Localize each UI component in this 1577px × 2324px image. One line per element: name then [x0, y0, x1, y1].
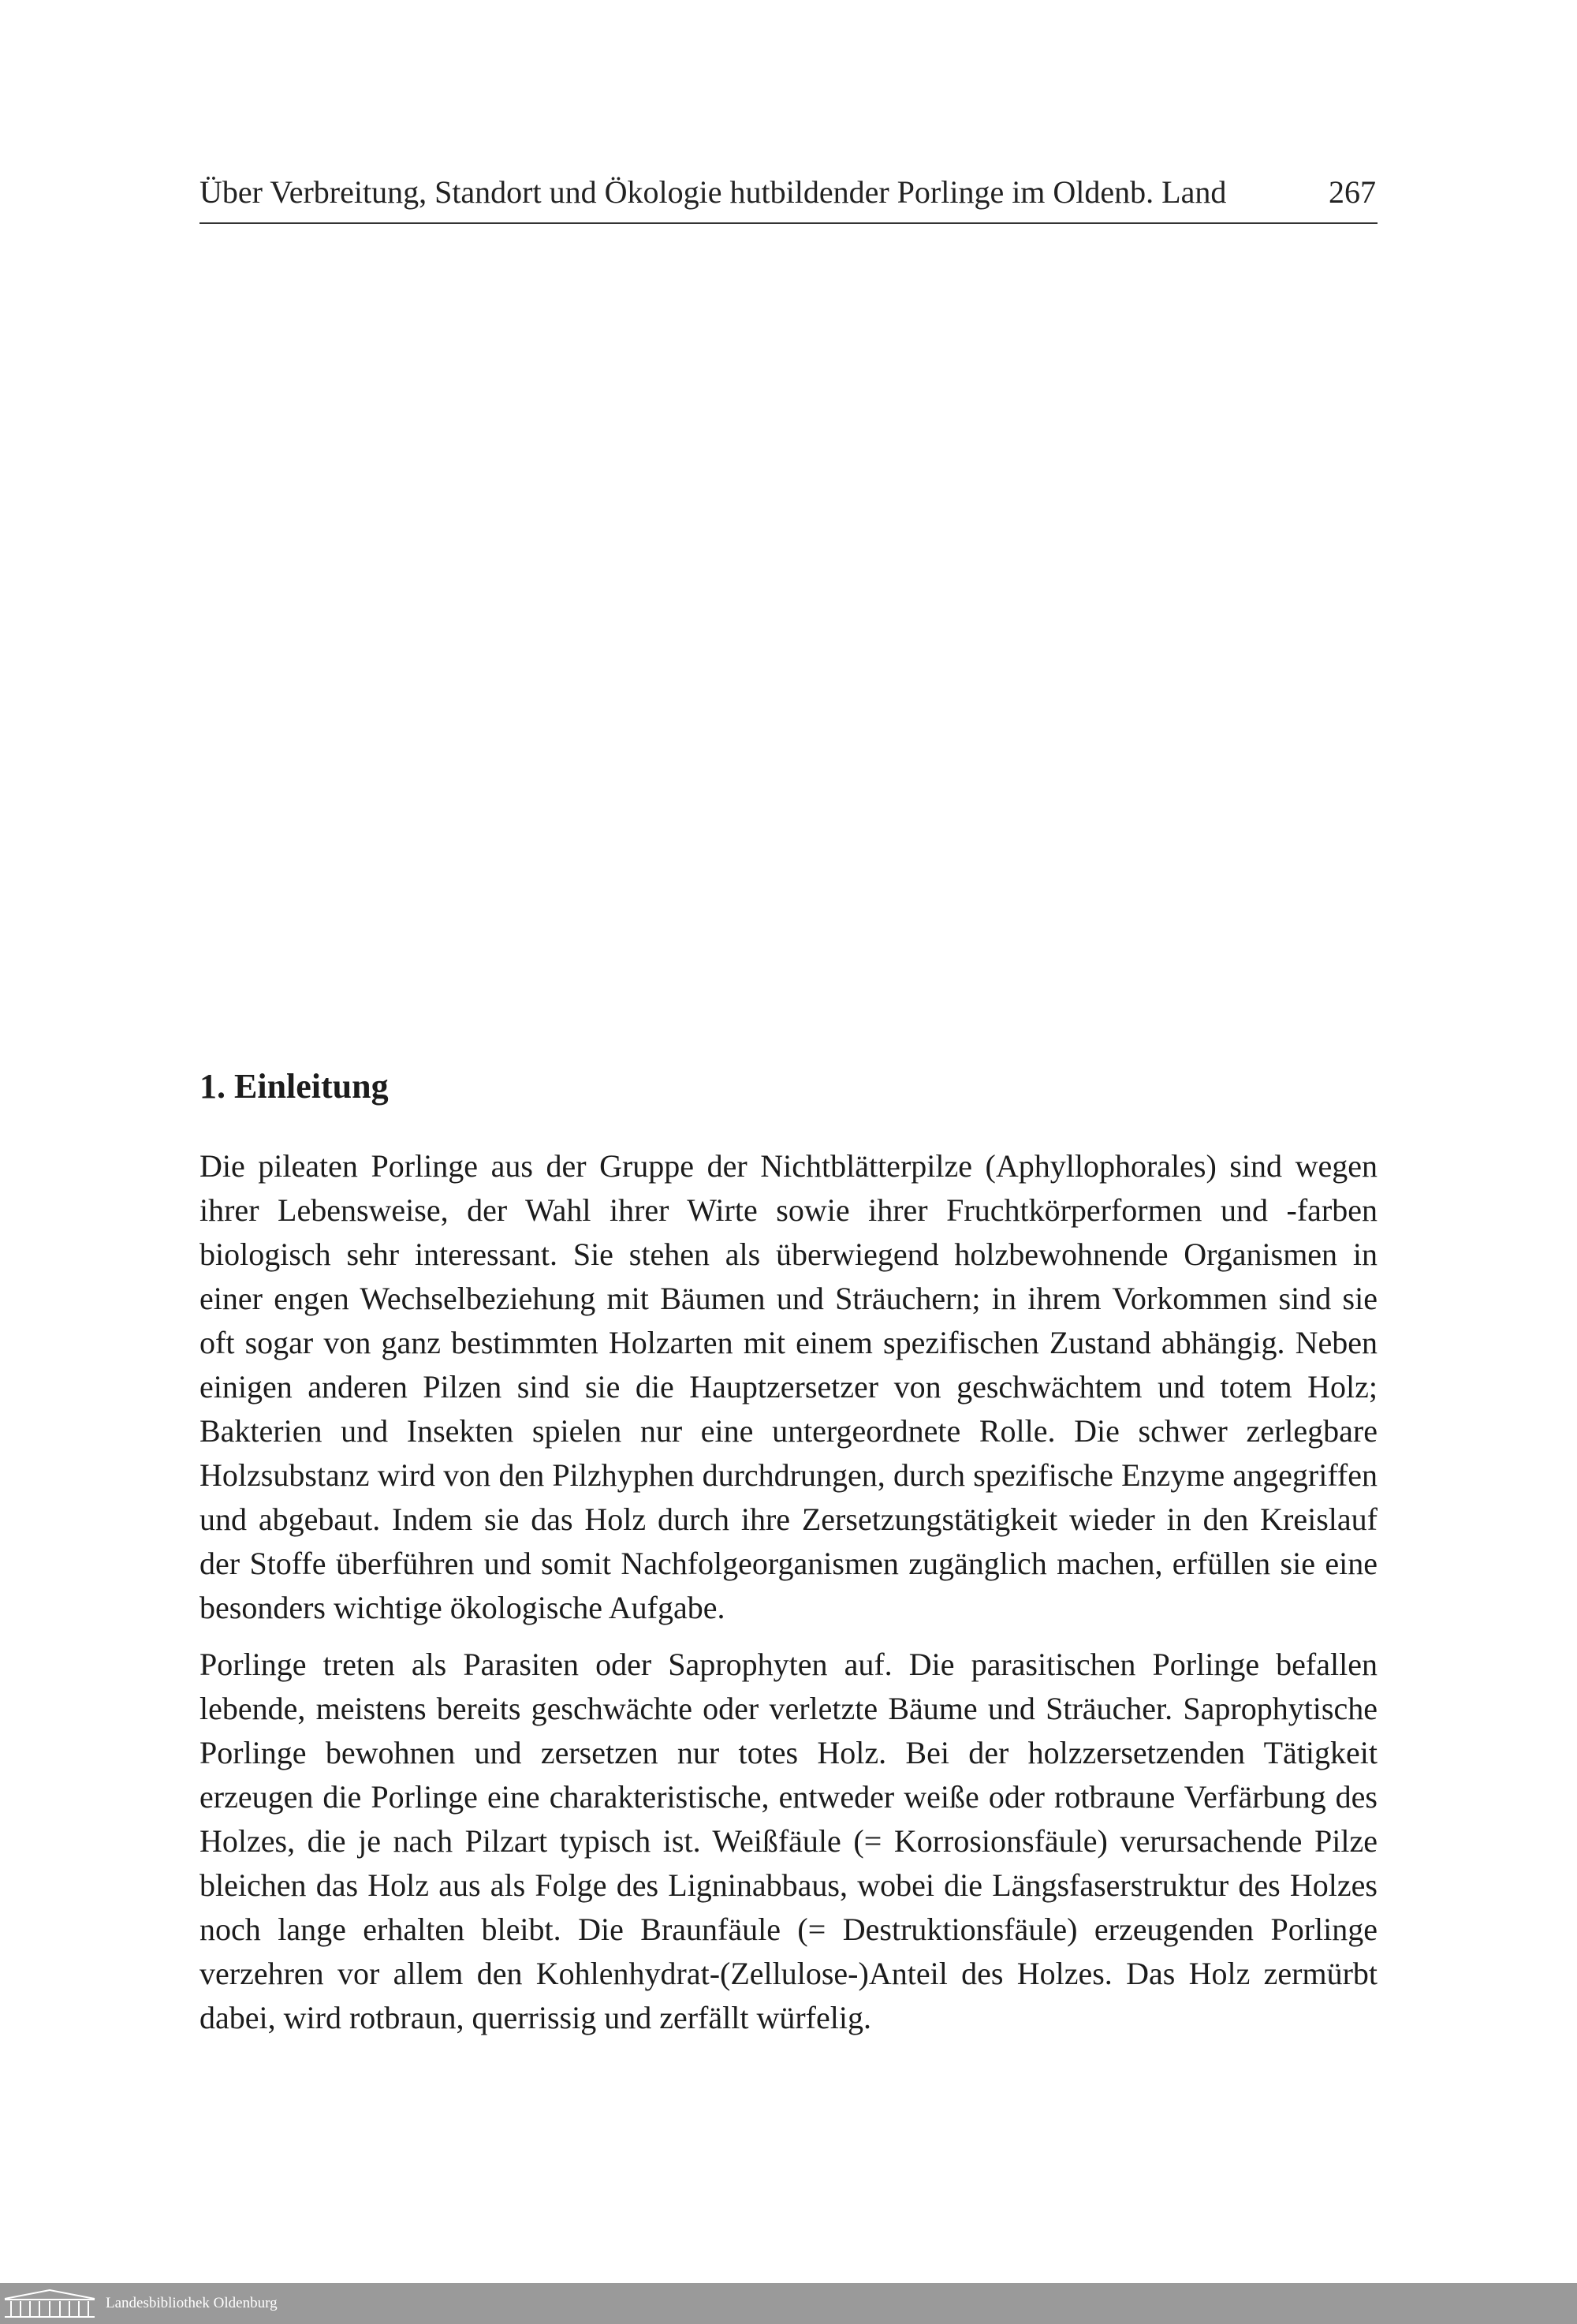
page-number: 267 — [1329, 174, 1376, 210]
running-title: Über Verbreitung, Standort und Ökologie hutbildender Porlinge im Oldenb. Land — [199, 174, 1227, 210]
header-rule — [199, 222, 1378, 224]
library-building-icon — [3, 2288, 96, 2319]
running-head — [199, 169, 1376, 216]
section-heading: 1. Einleitung — [199, 1067, 389, 1106]
body-text — [199, 1144, 1378, 2053]
paragraph-introduction: Die pileaten Porlinge aus der Gruppe der Nichtblätterpilze (Aphyllophorales) sind wegen ihrer Lebensweise, der Wahl ihrer Wirte sowie ihrer Fruchtkörperformen und -farben biologisch sehr interessant. Sie stehen als überwiegend holzbewohnende Organismen in einer engen Wechselbeziehung mit Bäumen und Sträuchern; in ihrem Vorkommen sind sie oft sogar von ganz bestimmten Holzarten mit einem spezifischen Zustand abhängig. Neben einigen anderen Pilzen sind sie die Hauptzersetzer von geschwächtem und totem Holz; Bakterien und Insekten spielen nur eine untergeordnete Rolle. Die schwer zerlegbare Holzsubstanz wird von den Pilzhyphen durchdrungen, durch spezifische Enzyme angegriffen und abgebaut. Indem sie das Holz durch ihre Zersetzungstätigkeit wieder in den Kreislauf der Stoffe überführen und somit Nachfolgeorganismen zugänglich machen, erfüllen sie eine besonders wichtige ökologische Aufgabe. — [199, 1148, 1378, 1625]
footer-band — [0, 2283, 1577, 2324]
paragraph-parasites: Porlinge treten als Parasiten oder Saprophyten auf. Die parasitischen Porlinge befallen lebende, meistens bereits geschwächte oder verletzte Bäume und Sträucher. Saprophytische Porlinge bewohnen und zersetzen nur totes Holz. Bei der holzzersetzenden Tätigkeit erzeugen die Porlinge eine charakteristische, entweder weiße oder rotbraune Verfärbung des Holzes, die je nach Pilzart typisch ist. Weißfäule (= Korrosionsfäule) verursachende Pilze bleichen das Holz aus als Folge des Ligninabbaus, wobei die Längsfaserstruktur des Holzes noch lange erhalten bleibt. Die Braunfäule (= Destruktionsfäule) erzeugenden Porlinge verzehren vor allem den Kohlenhydrat-(Zellulose-)Anteil des Holzes. Das Holz zermürbt dabei, wird rotbraun, querrissig und zerfällt würfelig. — [199, 1647, 1378, 2035]
library-name: Landesbibliothek Oldenburg — [106, 2295, 278, 2311]
